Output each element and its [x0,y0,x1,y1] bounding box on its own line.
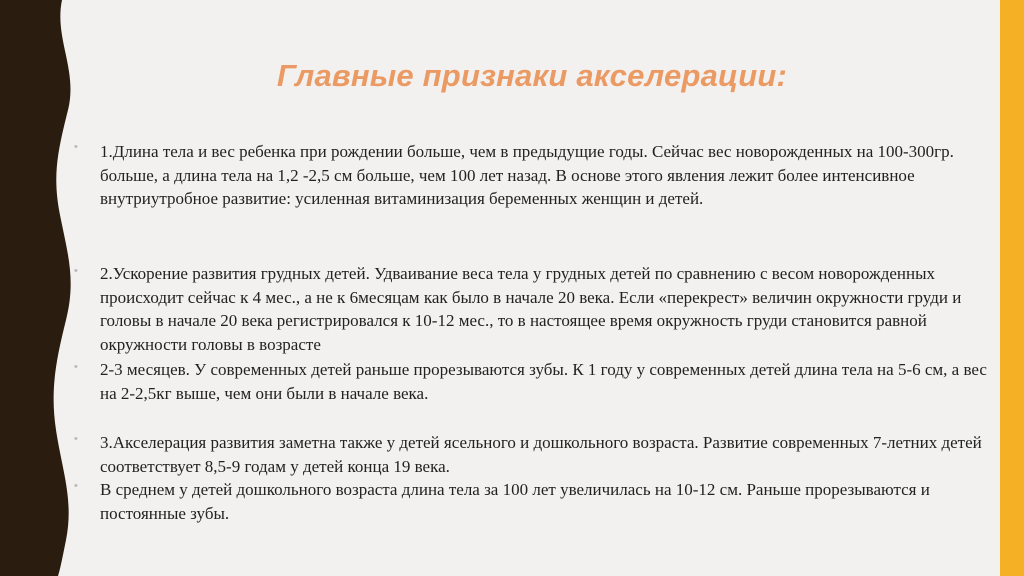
bullet-marker: • [74,361,78,373]
bullet-marker: • [74,265,78,277]
paragraph-3: 2-3 месяцев. У современных детей раньше прорезываются зубы. К 1 году у современных детей длина тела на 5-6 см, а вес на 2-2,5кг выше, чем они были в начале века. [100,360,987,403]
slide-title: Главные признаки акселерации: [276,58,788,93]
bullet-marker: • [74,141,78,153]
paragraph-1: 1.Длина тела и вес ребенка при рождении больше, чем в предыдущие годы. Сейчас вес новорожденных на 100-300гр. больше, а длина тела на 1,2 -2,5 см больше, чем 100 лет назад. В основе этого явления лежит более интенсивное внутриутробное развитие: усиленная витаминизация беременных женщин и детей. [100,142,954,208]
paragraph-2: 2.Ускорение развития грудных детей. Удваивание веса тела у грудных детей по сравнению с весом новорожденных происходит сейчас к 4 мес., а не к 6месяцам как было в начале 20 века. Если «перекрест» величин окружности груди и головы в начале 20 века регистрировался к 10-12 мес., то в настоящее время окружность груди становится равной окружности головы в возрасте [100,264,962,354]
bullet-marker: • [74,433,78,445]
bullet-marker: • [74,480,78,492]
paragraph-5: В среднем у детей дошкольного возраста длина тела за 100 лет увеличилась на 10-12 см. Раньше прорезываются и постоянные зубы. [100,480,930,523]
paragraph-4: 3.Акселерация развития заметна также у детей ясельного и дошкольного возраста. Развитие современных 7-летних детей соответствует 8,5-9 годам у детей конца 19 века. [100,433,982,476]
